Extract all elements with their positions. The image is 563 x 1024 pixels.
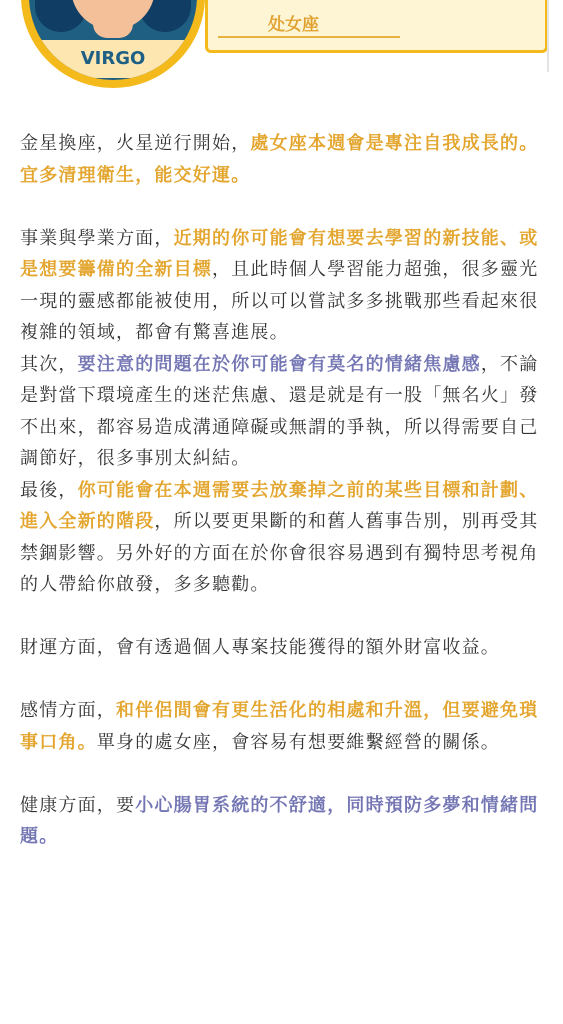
text-segment: 其次， — [20, 353, 78, 375]
highlight-text: 和伴侶間會有更生活化的相處和升溫，但要避免瑣事口角。 — [20, 700, 539, 753]
highlight-text: 處女座本週會是專注自我成長的。宜多清理衛生，能交好運。 — [20, 133, 539, 186]
text-segment: 感情方面， — [20, 700, 116, 721]
text-segment: ，所以要更果斷的和舊人舊事告別，別再受其禁錮影響。另外好的方面在於你會很容易遇到有獨特思考視角的人帶給你啟發，多多聽勸。 — [20, 511, 539, 595]
virgo-label: VIRGO — [35, 40, 191, 78]
text-segment: 最後， — [20, 479, 78, 501]
paragraph-finally — [20, 475, 548, 601]
paragraph-gap — [20, 601, 548, 633]
paragraph-gap — [20, 664, 548, 696]
text-segment: ，且此時個人學習能力超強，很多靈光一現的靈感都能被使用，所以可以嘗試多多挑戰那些看起來很複雜的領域，都會有驚喜進展。 — [20, 259, 539, 343]
paragraph-secondly — [20, 349, 548, 475]
paragraph-gap — [20, 191, 548, 223]
paragraph-intro — [20, 128, 548, 191]
virgo-illustration — [29, 0, 197, 80]
title-underline — [218, 36, 400, 38]
divider-line — [547, 0, 549, 72]
text-segment: 單身的處女座，會容易有想要維繫經營的關係。 — [96, 731, 501, 753]
highlight-text: 你可能會在本週需要去放棄掉之前的某些目標和計劃、進入全新的階段 — [20, 479, 539, 532]
highlight-text: 要注意的問題在於你可能會有莫名的情緒焦慮感 — [77, 353, 481, 375]
text-segment: 財運方面，會有透過個人專案技能獲得的額外財富收益。 — [20, 637, 500, 658]
text-segment: 事業與學業方面， — [20, 227, 174, 249]
paragraph-career — [20, 223, 548, 349]
sign-title: 处女座 — [268, 15, 319, 35]
paragraph-love — [20, 695, 548, 758]
horoscope-content — [20, 128, 548, 853]
chin — [93, 24, 133, 38]
paragraph-wealth — [20, 632, 548, 664]
title-box — [205, 0, 548, 53]
sign-header — [0, 0, 563, 120]
paragraph-health — [20, 790, 548, 853]
virgo-badge — [21, 0, 205, 88]
text-segment: 健康方面，要 — [20, 794, 136, 816]
text-segment: ，不論是對當下環境產生的迷茫焦慮、還是就是有一股「無名火」發不出來，都容易造成溝通障礙或無謂的爭執，所以得需要自己調節好，很多事別太糾結。 — [20, 353, 539, 469]
paragraph-gap — [20, 758, 548, 790]
text-segment: 金星換座，火星逆行開始， — [20, 133, 251, 154]
highlight-text: 近期的你可能會有想要去學習的新技能、或是想要籌備的全新目標 — [20, 227, 539, 280]
highlight-text: 小心腸胃系統的不舒適，同時預防多夢和情緒問題。 — [20, 794, 539, 847]
